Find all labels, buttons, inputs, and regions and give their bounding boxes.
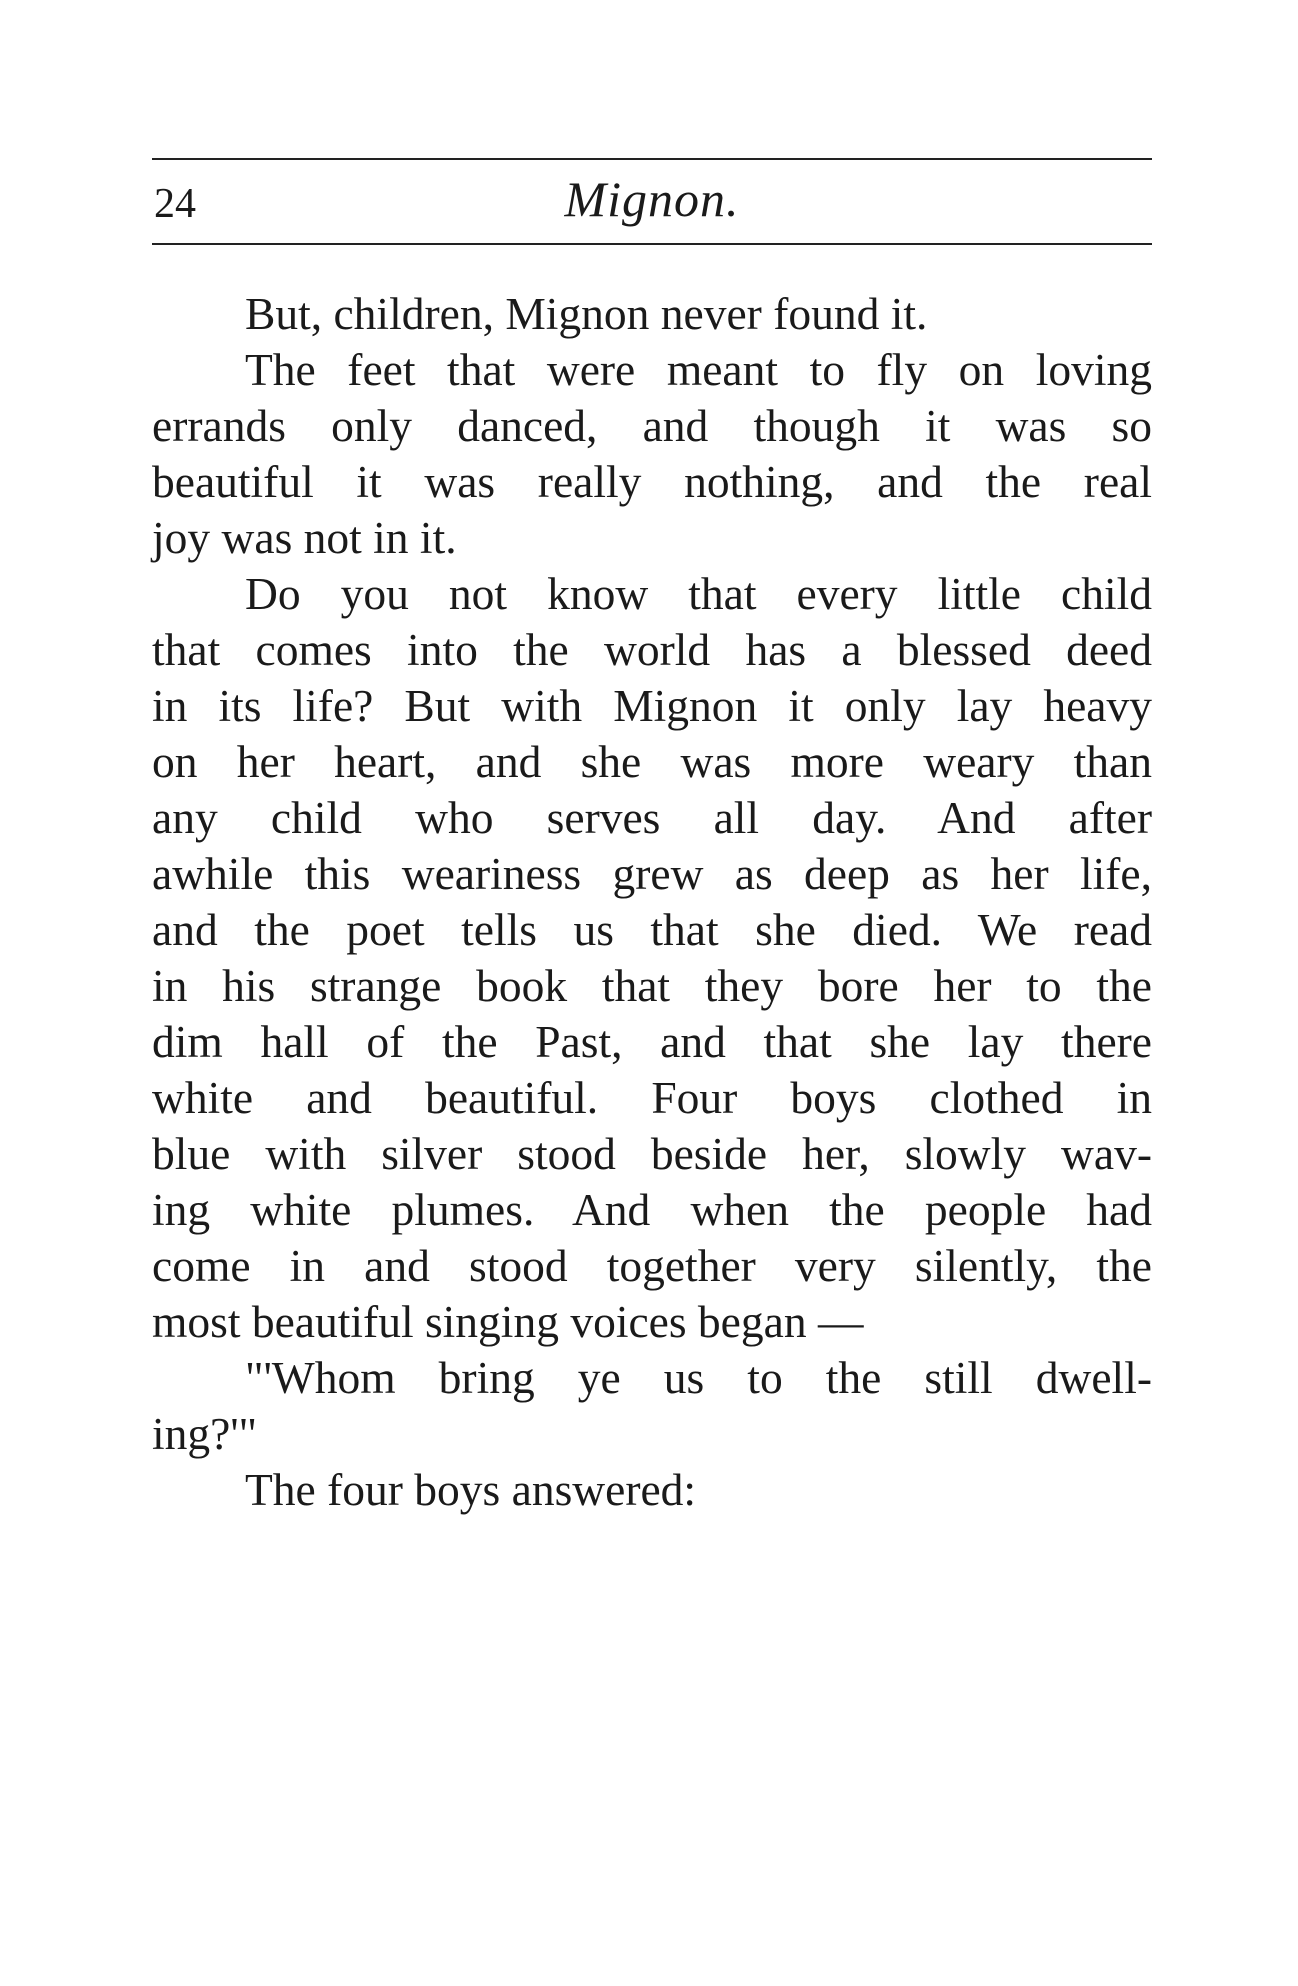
text-line: white and beautiful. Four boys clothed in — [152, 1072, 1152, 1123]
text-line: The four boys answered: — [245, 1464, 697, 1515]
text-line: on her heart, and she was more weary than — [152, 736, 1152, 787]
text-line: Do you not know that every little child — [245, 568, 1152, 619]
text-line: The feet that were meant to fly on loving — [245, 344, 1152, 395]
text-line: "'Whom bring ye us to the still dwell- — [245, 1352, 1152, 1403]
text-line: ing white plumes. And when the people had — [152, 1184, 1152, 1235]
text-line: in its life? But with Mignon it only lay heavy — [152, 680, 1152, 731]
text-line: awhile this weariness grew as deep as her life, — [152, 848, 1152, 899]
text-line: dim hall of the Past, and that she lay there — [152, 1016, 1152, 1067]
text-line: ing?'" — [152, 1408, 258, 1459]
running-head — [152, 168, 1152, 236]
page-number: 24 — [154, 181, 196, 227]
text-line: joy was not in it. — [152, 512, 457, 563]
text-line: in his strange book that they bore her to the — [152, 960, 1152, 1011]
text-line: But, children, Mignon never found it. — [245, 288, 928, 339]
text-line: blue with silver stood beside her, slowly wav- — [152, 1128, 1152, 1179]
text-line: beautiful it was really nothing, and the real — [152, 456, 1152, 507]
text-line: errands only danced, and though it was so — [152, 400, 1152, 451]
running-title: Mignon. — [564, 171, 740, 227]
text-line: and the poet tells us that she died. We read — [152, 904, 1152, 955]
header-bottom-rule — [152, 243, 1152, 245]
text-line: that comes into the world has a blessed deed — [152, 624, 1152, 675]
header-top-rule — [152, 158, 1152, 160]
text-line: any child who serves all day. And after — [152, 792, 1152, 843]
text-line: most beautiful singing voices began — — [152, 1296, 864, 1347]
text-line: come in and stood together very silently, the — [152, 1240, 1152, 1291]
